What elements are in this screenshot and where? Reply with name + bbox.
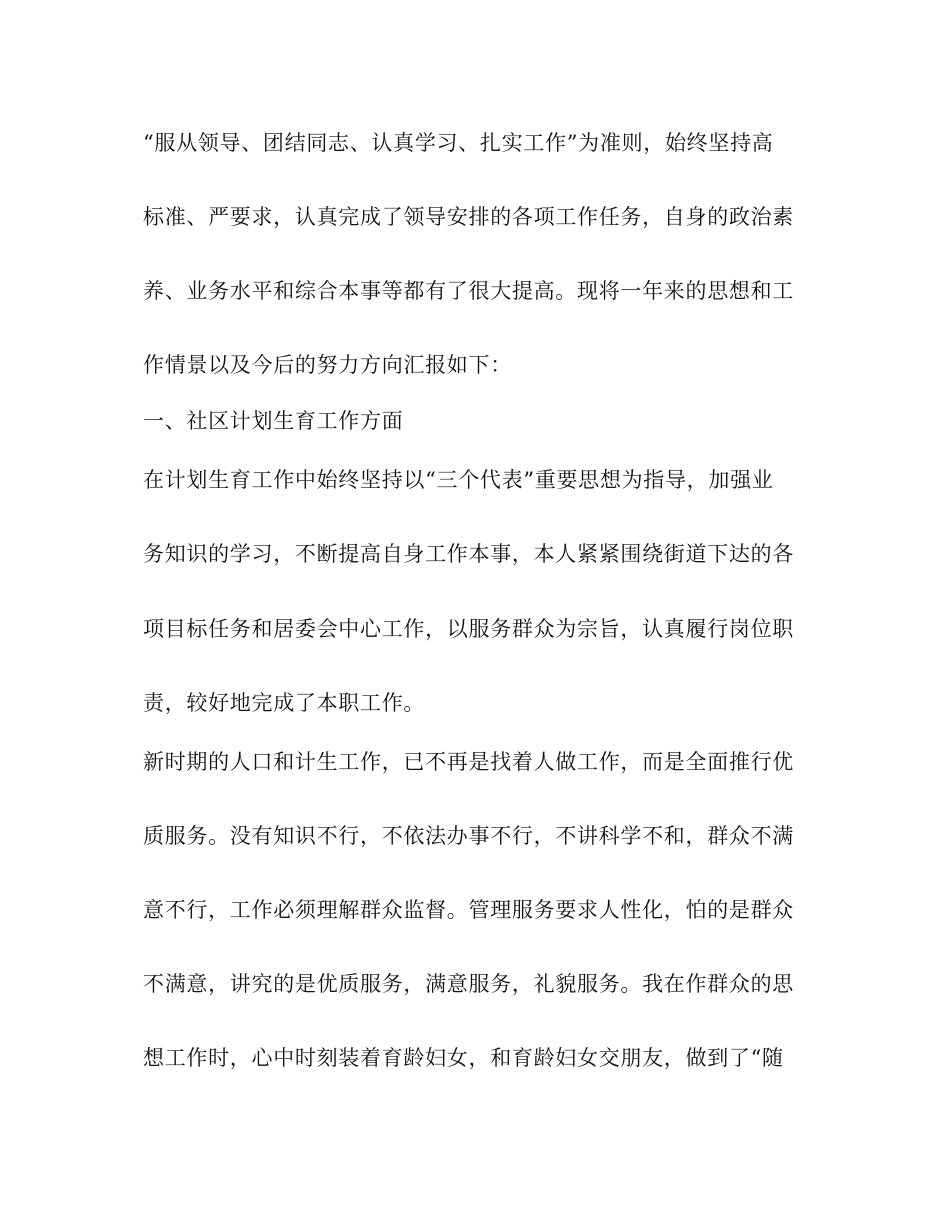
section-heading: 一、社区计划生育工作方面: [143, 409, 404, 433]
paragraph-3-line-2: 质服务。没有知识不行，不依法办事不行，不讲科学不和，群众不满: [143, 824, 794, 848]
paragraph-1-line-3: 养、业务水平和综合本事等都有了很大提高。现将一年来的思想和工: [143, 279, 794, 303]
paragraph-2-line-3: 项目标任务和居委会中心工作，以服务群众为宗旨，认真履行岗位职: [143, 617, 794, 641]
paragraph-2-line-2: 务知识的学习，不断提高自身工作本事，本人紧紧围绕街道下达的各: [143, 542, 794, 566]
paragraph-2-line-4: 责，较好地完成了本职工作。: [143, 691, 426, 715]
paragraph-1-line-4: 作情景以及今后的努力方向汇报如下：: [143, 353, 512, 377]
paragraph-3-line-4: 不满意，讲究的是优质服务，满意服务，礼貌服务。我在作群众的思: [143, 972, 794, 996]
paragraph-3-line-5: 想工作时，心中时刻装着育龄妇女，和育龄妇女交朋友，做到了“随: [143, 1046, 784, 1070]
paragraph-2-line-1: 在计划生育工作中始终坚持以“三个代表”重要思想为指导，加强业: [143, 468, 774, 492]
paragraph-1-line-1: “服从领导、团结同志、认真学习、扎实工作”为准则，始终坚持高: [143, 131, 774, 155]
paragraph-3-line-1: 新时期的人口和计生工作，已不再是找着人做工作，而是全面推行优: [143, 750, 794, 774]
paragraph-1-line-2: 标准、严要求，认真完成了领导安排的各项工作任务，自身的政治素: [143, 205, 794, 229]
paragraph-3-line-3: 意不行，工作必须理解群众监督。管理服务要求人性化，怕的是群众: [143, 898, 794, 922]
